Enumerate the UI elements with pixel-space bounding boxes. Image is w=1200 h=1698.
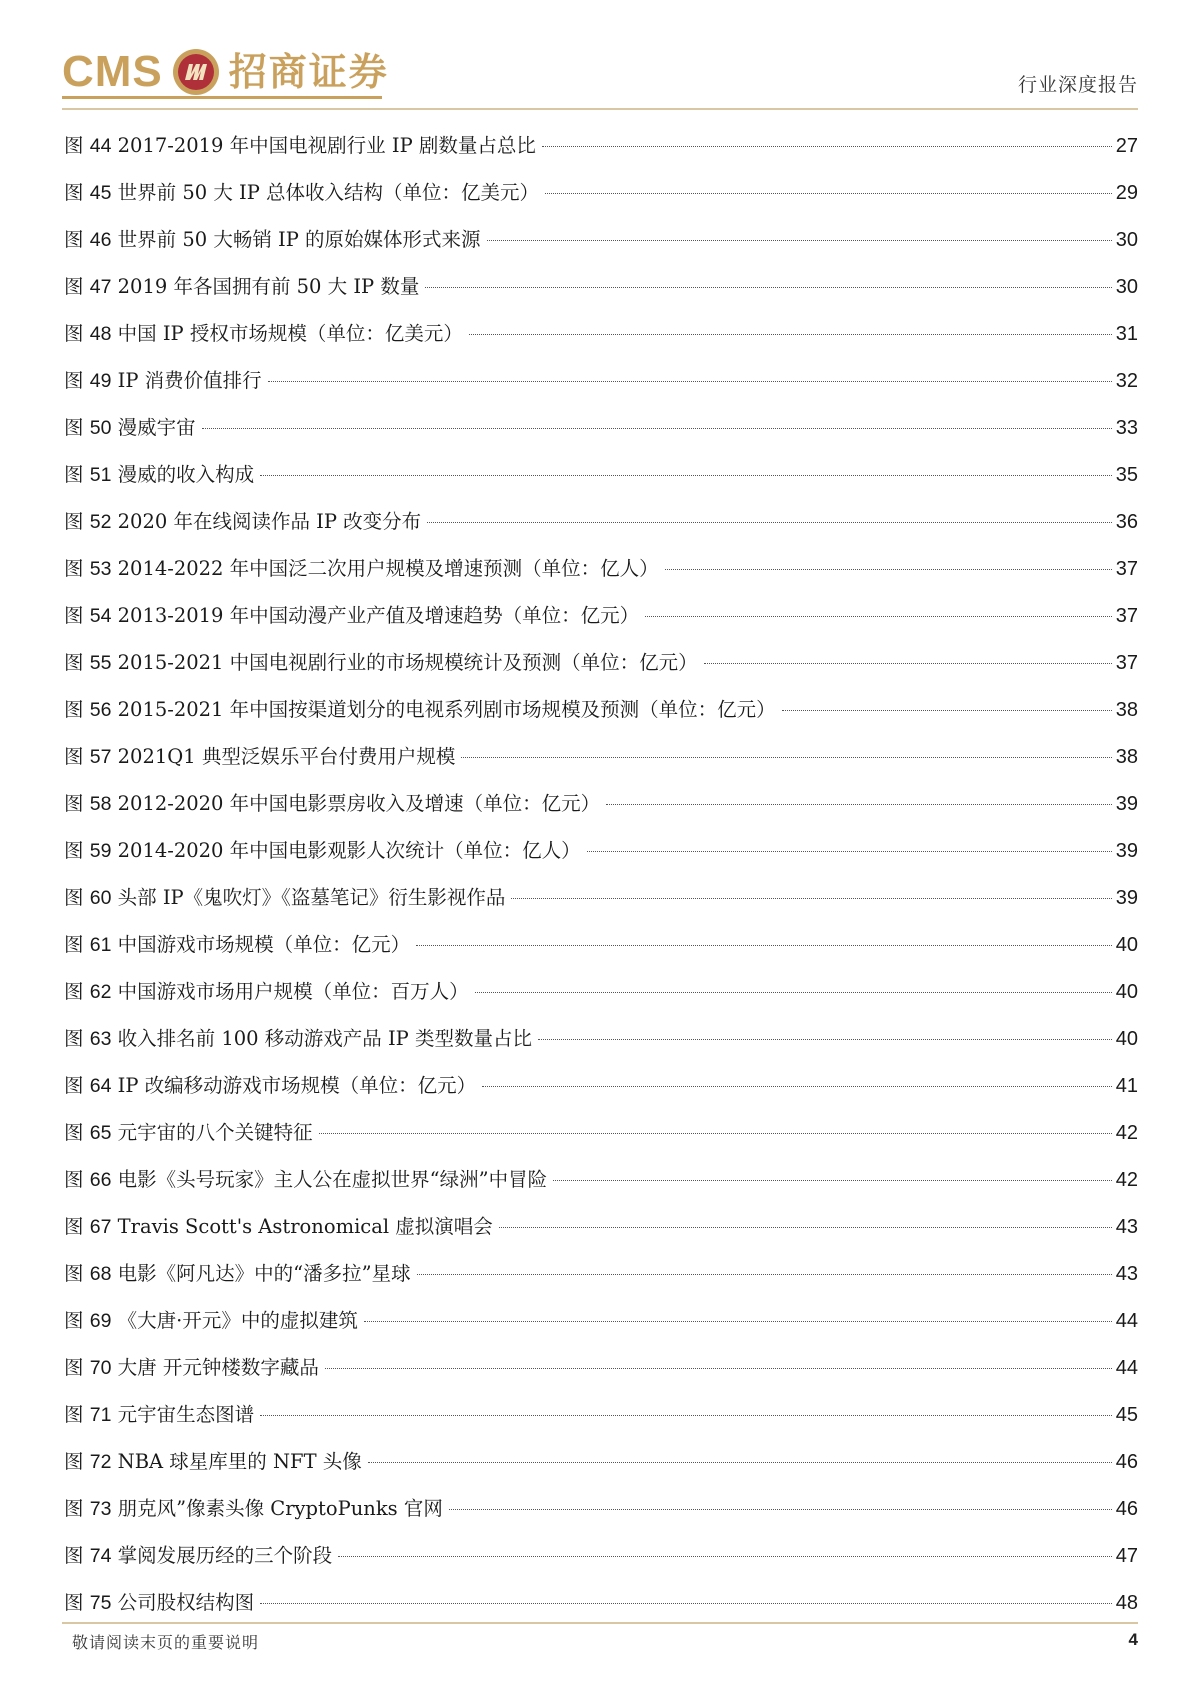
toc-entry-number: 45 [89,182,112,204]
toc-entry-label [64,733,455,781]
toc-entry-prefix: 图 [64,1544,84,1567]
toc-entry-page: 37 [1115,605,1138,627]
toc-entry-label [64,169,539,217]
toc-entry-prefix: 图 [64,745,84,768]
toc-entry[interactable] [64,592,1138,639]
toc-dot-leader [542,145,1112,147]
toc-entry[interactable] [64,827,1138,874]
toc-entry-page: 42 [1115,1122,1138,1144]
toc-entry[interactable] [64,733,1138,780]
toc-entry-title: 2014-2020 年中国电影观影人次统计（单位：亿人） [117,839,581,862]
toc-entry-label [64,1344,319,1392]
toc-dot-leader [325,1367,1112,1369]
toc-entry-page: 43 [1115,1216,1138,1238]
toc-entry[interactable] [64,639,1138,686]
toc-entry-page: 36 [1115,511,1138,533]
toc-entry-prefix: 图 [64,1497,84,1520]
toc-entry-number: 73 [89,1498,112,1520]
toc-entry-title: 朋克风”像素头像 CryptoPunks 官网 [117,1497,443,1520]
toc-entry-label [64,592,639,640]
toc-entry-label [64,357,262,405]
logo-text: CMS [62,47,163,96]
toc-entry-number: 75 [89,1592,112,1614]
toc-entry-prefix: 图 [64,886,84,909]
toc-entry[interactable] [64,404,1138,451]
toc-entry[interactable] [64,310,1138,357]
toc-entry-title: 掌阅发展历经的三个阶段 [117,1544,333,1567]
toc-entry-prefix: 图 [64,1309,84,1332]
toc-entry-page: 27 [1115,135,1138,157]
toc-entry-label [64,874,505,922]
toc-entry[interactable] [64,874,1138,921]
toc-entry[interactable] [64,1391,1138,1438]
toc-entry-prefix: 图 [64,1403,84,1426]
toc-dot-leader [704,662,1112,664]
toc-entry-title: 中国 IP 授权市场规模（单位：亿美元） [117,322,463,345]
toc-entry[interactable] [64,1438,1138,1485]
toc-entry-number: 57 [89,746,112,768]
toc-entry-label [64,216,481,264]
toc-dot-leader [268,380,1112,382]
toc-dot-leader [475,991,1112,993]
toc-entry-label [64,404,196,452]
toc-entry-label [64,1438,362,1486]
toc-entry[interactable] [64,921,1138,968]
toc-entry-prefix: 图 [64,792,84,815]
toc-entry[interactable] [64,498,1138,545]
toc-entry-number: 62 [89,981,112,1003]
toc-entry-title: 2019 年各国拥有前 50 大 IP 数量 [117,275,420,298]
toc-dot-leader [499,1226,1112,1228]
toc-entry-page: 39 [1115,793,1138,815]
toc-entry-prefix: 图 [64,1215,84,1238]
toc-dot-leader [645,615,1112,617]
toc-entry[interactable] [64,1579,1138,1626]
page-header [62,40,1138,110]
figure-table-of-contents [64,122,1138,1626]
toc-dot-leader [469,333,1112,335]
toc-entry-prefix: 图 [64,933,84,956]
toc-entry-label [64,263,419,311]
toc-entry-prefix: 图 [64,275,84,298]
toc-entry-number: 65 [89,1122,112,1144]
toc-entry-title: 2012-2020 年中国电影票房收入及增速（单位：亿元） [117,792,601,815]
toc-entry-title: 2020 年在线阅读作品 IP 改变分布 [117,510,422,533]
toc-entry-label [64,1203,493,1251]
toc-dot-leader [260,474,1112,476]
toc-entry[interactable] [64,169,1138,216]
toc-entry[interactable] [64,122,1138,169]
toc-entry-prefix: 图 [64,557,84,580]
toc-dot-leader [417,1273,1112,1275]
toc-entry-label [64,122,536,170]
toc-entry-title: 元宇宙的八个关键特征 [117,1121,313,1144]
page-number: 4 [1128,1630,1138,1649]
toc-dot-leader [202,427,1112,429]
toc-entry-page: 48 [1115,1592,1138,1614]
toc-entry-number: 59 [89,840,112,862]
toc-entry[interactable] [64,216,1138,263]
toc-entry-page: 47 [1115,1545,1138,1567]
toc-entry-page: 32 [1115,370,1138,392]
toc-entry[interactable] [64,1250,1138,1297]
toc-dot-leader [368,1461,1112,1463]
toc-entry-label [64,1062,476,1110]
footer-disclaimer: 敬请阅读末页的重要说明 [72,1633,260,1652]
toc-entry-number: 54 [89,605,112,627]
toc-entry-page: 44 [1115,1310,1138,1332]
toc-entry-number: 74 [89,1545,112,1567]
toc-entry-page: 40 [1115,934,1138,956]
toc-entry-number: 63 [89,1028,112,1050]
toc-entry-number: 69 [89,1310,112,1332]
toc-entry-label [64,827,581,875]
toc-entry-prefix: 图 [64,1168,84,1191]
toc-entry-number: 72 [89,1451,112,1473]
toc-entry-prefix: 图 [64,510,84,533]
toc-entry[interactable] [64,1062,1138,1109]
toc-entry-page: 37 [1115,652,1138,674]
toc-dot-leader [606,803,1112,805]
logo-emblem-icon [171,47,221,97]
toc-dot-leader [416,944,1112,946]
toc-entry-title: 2013-2019 年中国动漫产业产值及增速趋势（单位：亿元） [117,604,640,627]
toc-entry-prefix: 图 [64,980,84,1003]
toc-entry-number: 56 [89,699,112,721]
toc-entry-page: 35 [1115,464,1138,486]
toc-entry[interactable] [64,686,1138,733]
toc-entry-title: 2015-2021 中国电视剧行业的市场规模统计及预测（单位：亿元） [117,651,698,674]
toc-entry[interactable] [64,1109,1138,1156]
toc-entry-page: 40 [1115,1028,1138,1050]
toc-entry-title: 2014-2022 年中国泛二次用户规模及增速预测（单位：亿人） [117,557,659,580]
toc-entry-label [64,780,600,828]
toc-entry-prefix: 图 [64,651,84,674]
toc-entry-number: 44 [89,135,112,157]
toc-entry-number: 48 [89,323,112,345]
toc-dot-leader [427,521,1112,523]
toc-entry-number: 47 [89,276,112,298]
toc-entry-title: 2021Q1 典型泛娱乐平台付费用户规模 [117,745,456,768]
logo-underline [62,96,382,99]
toc-entry-number: 64 [89,1075,112,1097]
toc-entry-number: 51 [89,464,112,486]
toc-dot-leader [487,239,1112,241]
toc-entry[interactable] [64,451,1138,498]
toc-entry-title: 头部 IP《鬼吹灯》《盗墓笔记》衍生影视作品 [117,886,506,909]
toc-entry-label [64,498,421,546]
toc-entry-page: 29 [1115,182,1138,204]
toc-entry-page: 38 [1115,746,1138,768]
toc-dot-leader [364,1320,1112,1322]
toc-entry-title: 元宇宙生态图谱 [117,1403,255,1426]
toc-entry-prefix: 图 [64,698,84,721]
toc-dot-leader [319,1132,1112,1134]
toc-entry-page: 40 [1115,981,1138,1003]
toc-entry[interactable] [64,357,1138,404]
toc-entry-number: 71 [89,1404,112,1426]
toc-dot-leader [538,1038,1112,1040]
toc-entry-prefix: 图 [64,1027,84,1050]
toc-entry-page: 37 [1115,558,1138,580]
toc-entry[interactable] [64,263,1138,310]
toc-entry-label [64,1391,254,1439]
toc-entry-title: 2015-2021 年中国按渠道划分的电视系列剧市场规模及预测（单位：亿元） [117,698,776,721]
toc-entry-label [64,451,254,499]
toc-entry-prefix: 图 [64,134,84,157]
toc-entry-number: 55 [89,652,112,674]
toc-entry-title: 电影《头号玩家》主人公在虚拟世界“绿洲”中冒险 [117,1168,548,1191]
toc-entry-page: 30 [1115,229,1138,251]
toc-entry-number: 49 [89,370,112,392]
toc-entry-prefix: 图 [64,181,84,204]
toc-entry-label [64,310,463,358]
toc-entry-prefix: 图 [64,228,84,251]
toc-entry-prefix: 图 [64,1262,84,1285]
toc-entry-prefix: 图 [64,1591,84,1614]
toc-entry-page: 45 [1115,1404,1138,1426]
toc-entry-label [64,1485,443,1533]
toc-entry-number: 50 [89,417,112,439]
toc-entry[interactable] [64,1015,1138,1062]
toc-entry[interactable] [64,1297,1138,1344]
logo-chinese-name: 招商证券 [228,50,389,94]
toc-entry-page: 44 [1115,1357,1138,1379]
toc-dot-leader [782,709,1112,711]
toc-entry-number: 68 [89,1263,112,1285]
toc-entry-label [64,545,659,593]
toc-entry-title: 漫威宇宙 [117,416,196,439]
toc-entry-label [64,1250,411,1298]
toc-entry-prefix: 图 [64,416,84,439]
toc-entry-label [64,1532,332,1580]
toc-entry-page: 39 [1115,887,1138,909]
toc-entry-label [64,1015,532,1063]
toc-dot-leader [449,1508,1112,1510]
toc-dot-leader [587,850,1112,852]
toc-entry-page: 43 [1115,1263,1138,1285]
toc-entry-label [64,1156,547,1204]
toc-entry-number: 58 [89,793,112,815]
toc-entry-page: 33 [1115,417,1138,439]
toc-entry-number: 67 [89,1216,112,1238]
toc-dot-leader [461,756,1111,758]
toc-entry-title: IP 消费价值排行 [117,369,262,392]
toc-entry-number: 66 [89,1169,112,1191]
toc-entry[interactable] [64,1344,1138,1391]
toc-dot-leader [338,1555,1112,1557]
toc-entry[interactable] [64,1485,1138,1532]
toc-entry-page: 39 [1115,840,1138,862]
toc-entry[interactable] [64,545,1138,592]
toc-entry-prefix: 图 [64,463,84,486]
toc-entry-title: 2017-2019 年中国电视剧行业 IP 剧数量占总比 [117,134,536,157]
toc-entry-title: IP 改编移动游戏市场规模（单位：亿元） [117,1074,477,1097]
toc-dot-leader [425,286,1111,288]
toc-entry-label [64,639,698,687]
toc-entry-number: 61 [89,934,112,956]
toc-entry-page: 41 [1115,1075,1138,1097]
toc-entry-label [64,1579,254,1627]
toc-dot-leader [665,568,1112,570]
footer-divider [62,1622,1138,1624]
toc-entry-page: 30 [1115,276,1138,298]
toc-entry-prefix: 图 [64,1121,84,1144]
toc-entry-number: 70 [89,1357,112,1379]
toc-entry-title: NBA 球星库里的 NFT 头像 [117,1450,362,1473]
toc-entry-label [64,1109,313,1157]
toc-entry[interactable] [64,1156,1138,1203]
toc-entry-prefix: 图 [64,1074,84,1097]
toc-entry-title: 《大唐·开元》中的虚拟建筑 [117,1309,358,1332]
toc-entry-prefix: 图 [64,1450,84,1473]
toc-entry-page: 38 [1115,699,1138,721]
toc-entry-title: 大唐 开元钟楼数字藏品 [117,1356,319,1379]
toc-entry-label [64,921,410,969]
toc-entry-page: 31 [1115,323,1138,345]
toc-entry-title: 中国游戏市场规模（单位：亿元） [117,933,411,956]
toc-entry-title: 公司股权结构图 [117,1591,255,1614]
toc-entry-prefix: 图 [64,369,84,392]
toc-entry[interactable] [64,780,1138,827]
toc-entry[interactable] [64,1532,1138,1579]
toc-entry-title: 中国游戏市场用户规模（单位：百万人） [117,980,469,1003]
toc-entry-prefix: 图 [64,604,84,627]
toc-entry-title: 漫威的收入构成 [117,463,255,486]
toc-dot-leader [482,1085,1112,1087]
report-type-label: 行业深度报告 [1017,74,1138,96]
toc-entry-label [64,1297,358,1345]
toc-entry-label [64,968,469,1016]
toc-entry-title: 世界前 50 大 IP 总体收入结构（单位：亿美元） [117,181,540,204]
toc-entry-title: Travis Scott's Astronomical 虚拟演唱会 [117,1215,493,1238]
toc-entry-number: 60 [89,887,112,909]
toc-entry-prefix: 图 [64,322,84,345]
toc-entry-page: 46 [1115,1498,1138,1520]
toc-dot-leader [553,1179,1112,1181]
toc-entry-number: 46 [89,229,112,251]
toc-entry-number: 52 [89,511,112,533]
toc-entry[interactable] [64,1203,1138,1250]
header-divider [62,108,1138,110]
toc-entry-page: 46 [1115,1451,1138,1473]
toc-entry-title: 世界前 50 大畅销 IP 的原始媒体形式来源 [117,228,481,251]
toc-entry-title: 收入排名前 100 移动游戏产品 IP 类型数量占比 [117,1027,532,1050]
toc-entry-prefix: 图 [64,839,84,862]
toc-entry-title: 电影《阿凡达》中的“潘多拉”星球 [117,1262,411,1285]
toc-dot-leader [511,897,1111,899]
toc-dot-leader [260,1602,1112,1604]
cms-logo [62,44,389,100]
toc-dot-leader [545,192,1112,194]
toc-entry-page: 42 [1115,1169,1138,1191]
toc-dot-leader [260,1414,1112,1416]
toc-entry-label [64,686,776,734]
toc-entry-prefix: 图 [64,1356,84,1379]
toc-entry-number: 53 [89,558,112,580]
toc-entry[interactable] [64,968,1138,1015]
